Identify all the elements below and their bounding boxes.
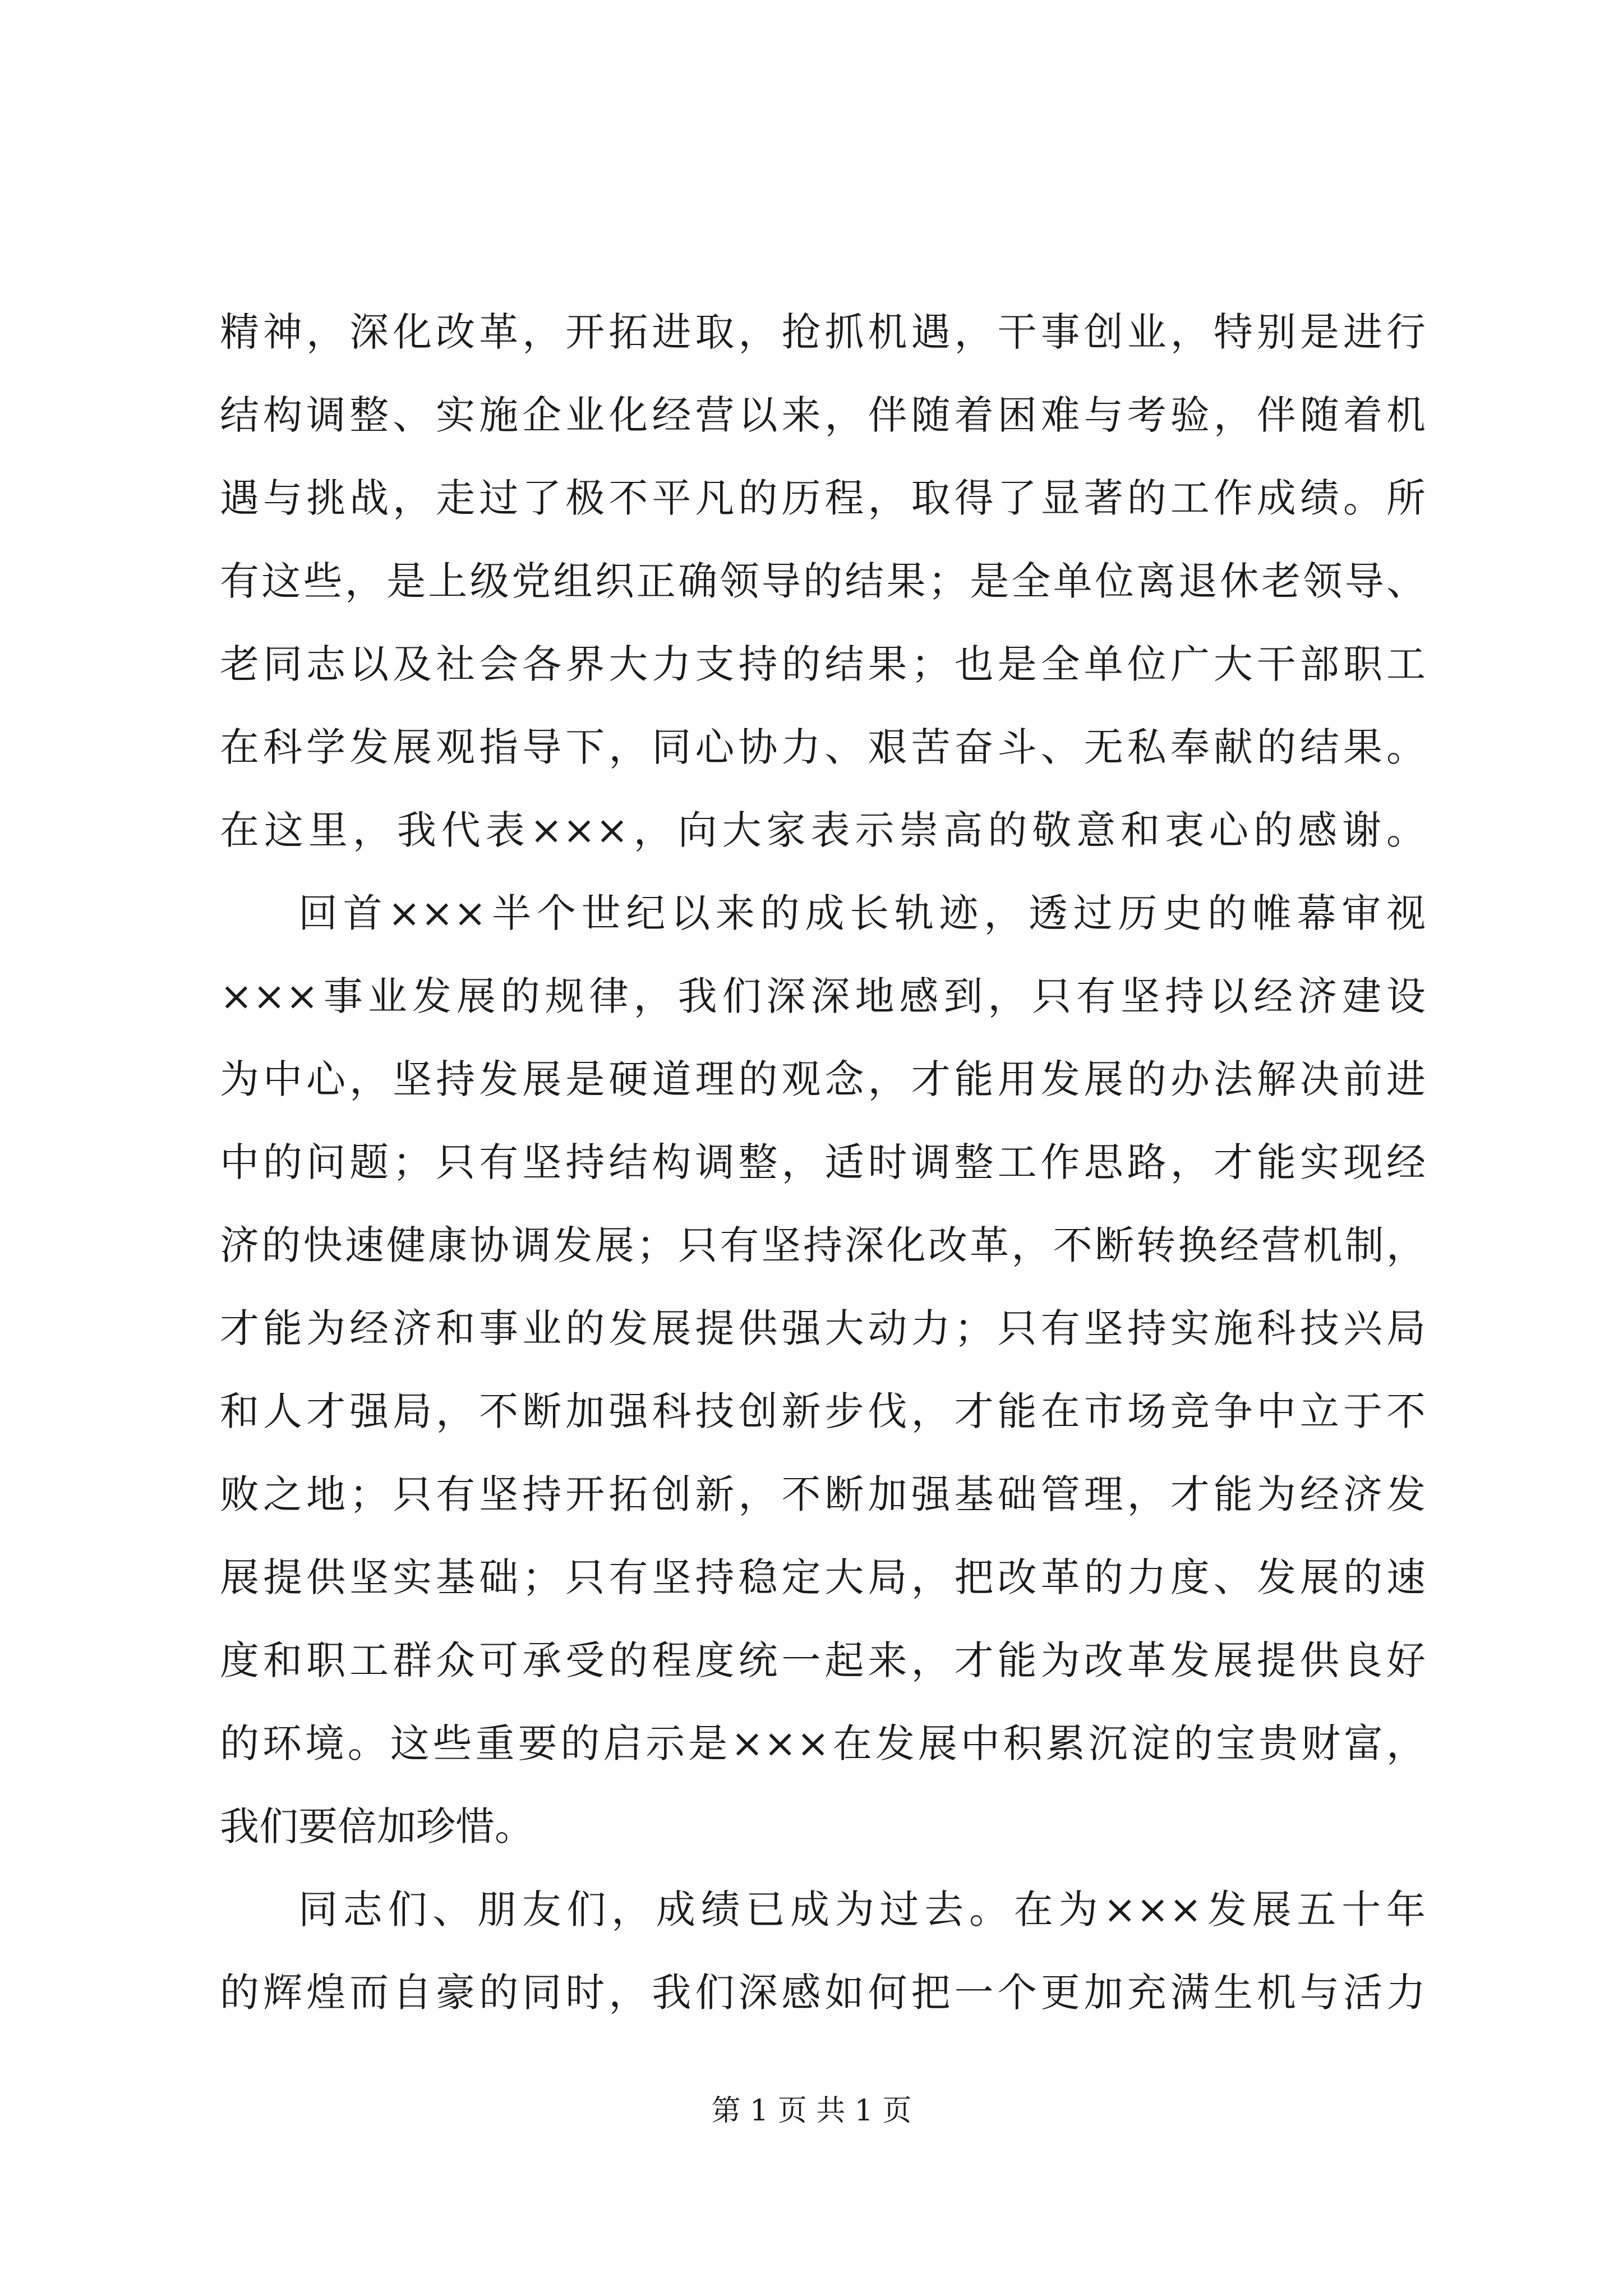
text-line: 的辉煌而自豪的同时，我们深感如何把一个更加充满生机与活力 bbox=[220, 1970, 1426, 2016]
text-line: 度和职工群众可承受的程度统一起来，才能为改革发展提供良好 bbox=[220, 1637, 1426, 1683]
text-line: 中的问题；只有坚持结构调整，适时调整工作思路，才能实现经 bbox=[220, 1139, 1426, 1185]
document-body bbox=[220, 291, 1426, 2034]
text-line: 有这些，是上级党组织正确领导的结果；是全单位离退休老领导、 bbox=[220, 558, 1426, 604]
paragraph-start-line: 回首×××半个世纪以来的成长轨迹，透过历史的帷幕审视 bbox=[298, 890, 1426, 936]
text-line: 遇与挑战，走过了极不平凡的历程，取得了显著的工作成绩。所 bbox=[220, 475, 1426, 521]
text-line: 展提供坚实基础；只有坚持稳定大局，把改革的力度、发展的速 bbox=[220, 1554, 1426, 1600]
paragraph-start-line: 同志们、朋友们，成绩已成为过去。在为×××发展五十年 bbox=[298, 1887, 1426, 1932]
text-line: 济的快速健康协调发展；只有坚持深化改革，不断转换经营机制， bbox=[220, 1222, 1426, 1268]
text-line: 的环境。这些重要的启示是×××在发展中积累沉淀的宝贵财富， bbox=[220, 1720, 1426, 1766]
text-line: ×××事业发展的规律，我们深深地感到，只有坚持以经济建设 bbox=[220, 973, 1426, 1019]
text-line: 才能为经济和事业的发展提供强大动力；只有坚持实施科技兴局 bbox=[220, 1305, 1426, 1351]
page-footer bbox=[0, 2091, 1623, 2131]
text-line: 结构调整、实施企业化经营以来，伴随着困难与考验，伴随着机 bbox=[220, 392, 1426, 438]
text-line: 在科学发展观指导下，同心协力、艰苦奋斗、无私奉献的结果。 bbox=[220, 724, 1426, 770]
text-line: 和人才强局，不断加强科技创新步伐，才能在市场竞争中立于不 bbox=[220, 1388, 1426, 1434]
text-line: 为中心，坚持发展是硬道理的观念，才能用发展的办法解决前进 bbox=[220, 1056, 1426, 1102]
text-line: 老同志以及社会各界大力支持的结果；也是全单位广大干部职工 bbox=[220, 641, 1426, 687]
text-line: 败之地；只有坚持开拓创新，不断加强基础管理，才能为经济发 bbox=[220, 1471, 1426, 1517]
text-line: 在这里，我代表×××，向大家表示崇高的敬意和衷心的感谢。 bbox=[220, 807, 1426, 853]
paragraph-end-line: 我们要倍加珍惜。 bbox=[220, 1803, 534, 1849]
text-line: 精神，深化改革，开拓进取，抢抓机遇，干事创业，特别是进行 bbox=[220, 309, 1426, 355]
page-number-label: 第 1 页 共 1 页 bbox=[711, 2094, 912, 2128]
